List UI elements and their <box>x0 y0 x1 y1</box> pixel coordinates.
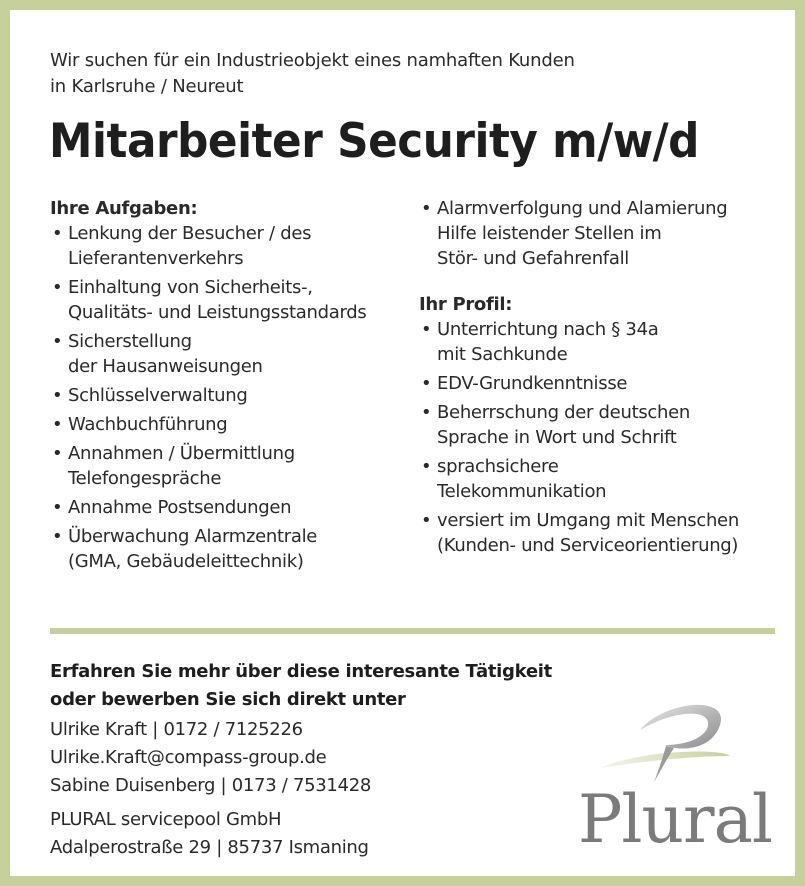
company-name: PLURAL servicepool GmbH <box>50 809 282 830</box>
profile-heading: Ihr Profil: <box>419 294 513 315</box>
list-item: • Überwachung Alarmzentrale (GMA, Gebäudeleittechnik) <box>50 524 405 574</box>
contact-email[interactable]: Ulrike.Kraft@compass-group.de <box>50 747 327 768</box>
list-item: • Sicherstellung der Hausanweisungen <box>50 329 405 379</box>
section-divider <box>50 628 775 634</box>
contact-heading: Erfahren Sie mehr über diese interesante Tätigkeit oder bewerben Sie sich direkt unter <box>50 661 552 710</box>
list-item: • Einhaltung von Sicherheits-, Qualitäts- und Leistungsstandards <box>50 275 405 325</box>
profile-column <box>419 196 784 562</box>
intro-line-1: Wir suchen für ein Industrieobjekt eines namhaften Kunden <box>50 50 575 71</box>
contact-person-2: Sabine Duisenberg | 0173 / 7531428 <box>50 775 372 796</box>
list-item: • Schlüsselverwaltung <box>50 383 405 408</box>
tasks-list-continued <box>419 196 784 271</box>
list-item: • Annahme Postsendungen <box>50 495 405 520</box>
intro-line-2: in Karlsruhe / Neureut <box>50 76 244 97</box>
job-title: Mitarbeiter Security m/w/d <box>49 114 700 169</box>
list-item: • Wachbuchführung <box>50 412 405 437</box>
list-item: • Unterrichtung nach § 34a mit Sachkunde <box>419 317 784 367</box>
tasks-column <box>50 196 405 578</box>
profile-list <box>419 317 784 558</box>
list-item: • versiert im Umgang mit Menschen (Kunden- und Serviceorientierung) <box>419 508 784 558</box>
tasks-list <box>50 221 405 574</box>
list-item: • Lenkung der Besucher / des Lieferantenverkehrs <box>50 221 405 271</box>
tasks-heading: Ihre Aufgaben: <box>50 198 198 219</box>
list-item: • Annahmen / Übermittlung Telefongespräche <box>50 441 405 491</box>
list-item: • Alarmverfolgung und Alamierung Hilfe leistender Stellen im Stör- und Gefahrenfall <box>419 196 784 271</box>
plural-wordmark: Plural <box>578 781 773 858</box>
list-item: • sprachsichere Telekommunikation <box>419 454 784 504</box>
list-item: • Beherrschung der deutschen Sprache in Wort und Schrift <box>419 400 784 450</box>
company-address: Adalperostraße 29 | 85737 Ismaning <box>50 837 369 858</box>
contact-person-1: Ulrike Kraft | 0172 / 7125226 <box>50 719 303 740</box>
list-item: • EDV-Grundkenntnisse <box>419 371 784 396</box>
contact-details <box>50 716 371 800</box>
intro-text <box>50 48 575 100</box>
company-details <box>50 806 369 862</box>
